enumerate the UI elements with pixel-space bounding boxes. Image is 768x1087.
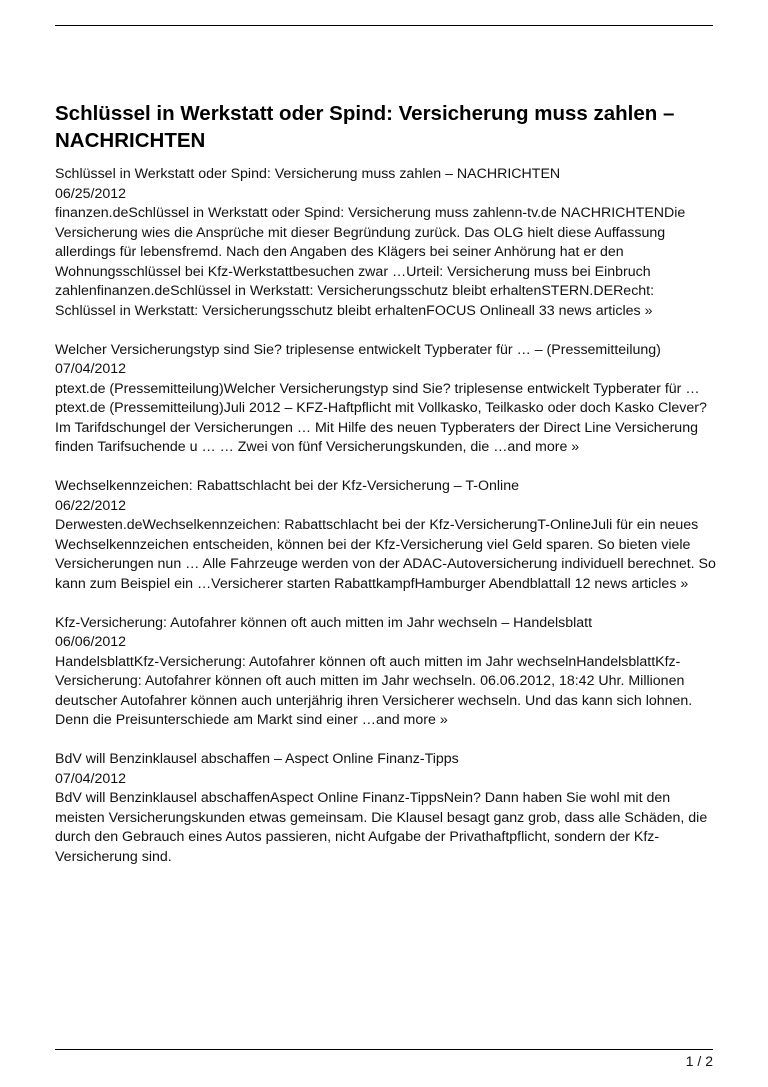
article-headline: Wechselkennzeichen: Rabattschlacht bei der Kfz-Versicherung – T-Online bbox=[55, 478, 519, 494]
article bbox=[55, 750, 717, 867]
article bbox=[55, 477, 717, 594]
article-headline: Schlüssel in Werkstatt oder Spind: Versicherung muss zahlen – NACHRICHTEN bbox=[55, 166, 561, 182]
article-body: Derwesten.deWechselkennzeichen: Rabattschlacht bei der Kfz-VersicherungT-OnlineJuli für ein neues Wechselkennzeichen entscheiden, können bei der Kfz-Versicherung viel Geld sparen. So bieten viele Versicherungen nun … Alle Fahrzeuge werden von der ADAC-Autoversicherung individuell berechnet. So kann zum Beispiel ein …Versicherer starten RabattkampfHamburger Abendblattall 12 news articles » bbox=[55, 517, 716, 592]
page-number: 1 / 2 bbox=[685, 1053, 713, 1069]
article-date: 06/25/2012 bbox=[55, 185, 127, 202]
footer-rule bbox=[55, 1049, 713, 1050]
article-body: HandelsblattKfz-Versicherung: Autofahrer können oft auch mitten im Jahr wechselnHandelsblattKfz-Versicherung: Autofahrer können oft auch mitten im Jahr wechseln. 06.06.2012, 18:42 Uhr. Millionen deutscher Autofahrer können auch unterjährig ihren Versicherer wechseln. Und das kann sich lohnen. Denn die Preisunterschiede am Markt sind einer …and more » bbox=[55, 653, 693, 728]
article-body: finanzen.deSchlüssel in Werkstatt oder Spind: Versicherung muss zahlenn-tv.de NACHRICHTENDie Versicherung wies die Ansprüche mit dieser Begründung zurück. Das OLG hielt diese Auffassung allerdings für lebensfremd. Nach den Angaben des Klägers bei seiner Anhörung hat er den Wohnungsschlüssel bei Kfz-Werkstattbesuchen zwar …Urteil: Versicherung muss bei Einbruch zahlenfinanzen.deSchlüssel in Werkstatt: Versicherungsschutz bleibt erhaltenSTERN.DERecht: Schlüssel in Werkstatt: Versicherungsschutz bleibt erhaltenFOCUS Onlineall 33 news articles » bbox=[55, 205, 686, 319]
document-content bbox=[55, 100, 717, 887]
article-date: 06/22/2012 bbox=[55, 497, 127, 514]
article-body: ptext.de (Pressemitteilung)Welcher Versicherungstyp sind Sie? triplesense entwickelt Typberater für …ptext.de (Pressemitteilung)Juli 2012 – KFZ-Haftpflicht mit Vollkasko, Teilkasko oder doch Kasko Clever? Im Tarifdschungel der Versicherungen … Mit Hilfe des neuen Typberaters der Direct Line Versicherung finden Tarifsuchende u … … Zwei von fünf Versicherungskunden, die …and more » bbox=[55, 380, 707, 455]
article-headline: Kfz-Versicherung: Autofahrer können oft auch mitten im Jahr wechseln – Handelsblatt bbox=[55, 614, 593, 631]
header-rule bbox=[55, 25, 713, 26]
article-date: 07/04/2012 bbox=[55, 361, 127, 377]
article bbox=[55, 165, 717, 321]
document-title: Schlüssel in Werkstatt oder Spind: Versicherung muss zahlen – NACHRICHTEN bbox=[55, 102, 675, 152]
article bbox=[55, 341, 717, 458]
article-date: 07/04/2012 bbox=[55, 770, 127, 787]
article-headline: Welcher Versicherungstyp sind Sie? triplesense entwickelt Typberater für … – (Pressemitteilung) bbox=[55, 341, 661, 358]
article bbox=[55, 614, 717, 731]
article-body: BdV will Benzinklausel abschaffenAspect Online Finanz-TippsNein? Dann haben Sie wohl mit den meisten Versicherungskunden etwas gemeinsam. Die Klausel besagt ganz grob, dass alle Schäden, die durch den Gebrauch eines Autos passieren, nicht Aufgabe der Privathaftpflicht, sondern der Kfz-Versicherung sind. bbox=[55, 790, 708, 865]
article-headline: BdV will Benzinklausel abschaffen – Aspect Online Finanz-Tipps bbox=[55, 751, 459, 767]
article-date: 06/06/2012 bbox=[55, 634, 127, 650]
